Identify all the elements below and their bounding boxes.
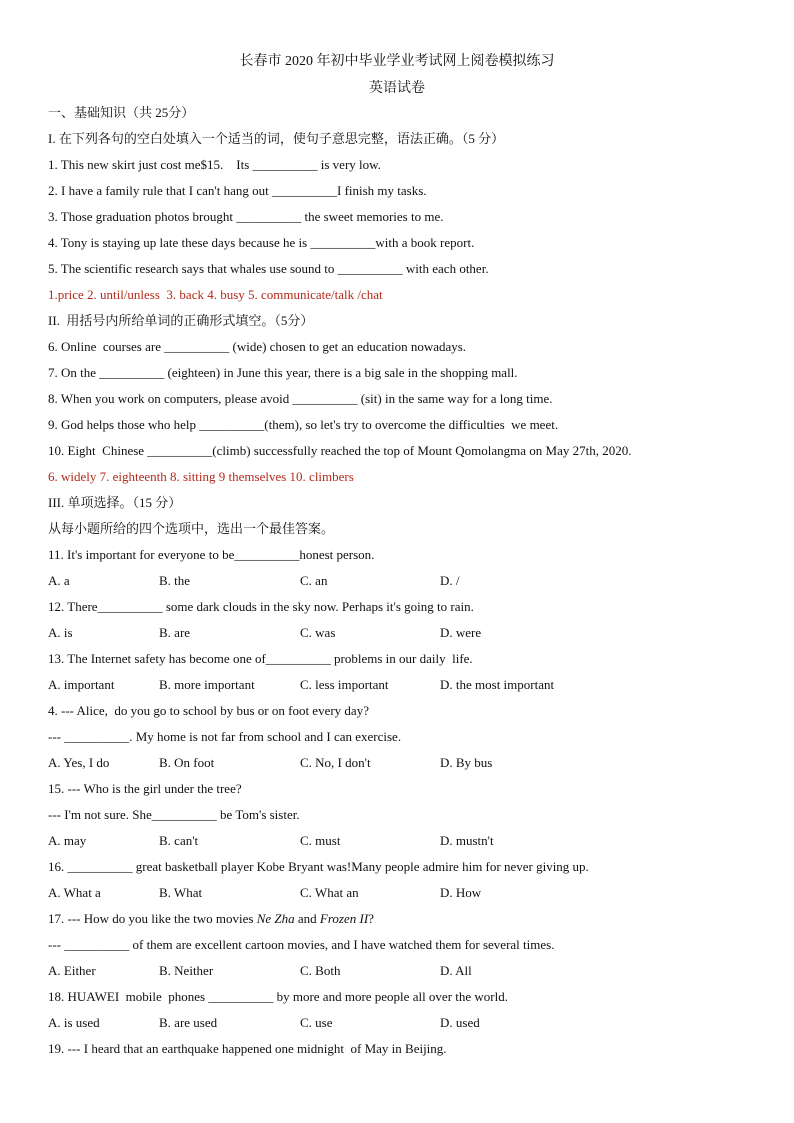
option-a: A. important [48,677,115,692]
option-a: A. may [48,833,87,848]
question-17-reply: --- __________ of them are excellent cartoon movies, and I have watched them for several times. [48,937,555,952]
question-6: 6. Online courses are __________ (wide) chosen to get an education nowadays. [48,339,467,354]
question-16: 16. __________ great basketball player Kobe Bryant was!Many people admire him for never giving up. [48,859,589,874]
question-17-text: and [294,911,320,926]
option-a: A. What a [48,885,101,900]
option-c: C. What an [300,885,359,900]
option-b: B. the [159,573,191,588]
option-c: C. No, I don't [300,755,371,770]
question-9: 9. God helps those who help __________(them), so let's try to overcome the difficulties we meet. [48,417,559,432]
option-d: D. / [440,573,460,588]
question-15-reply: --- I'm not sure. She__________ be Tom's sister. [48,807,300,822]
question-14: 4. --- Alice, do you go to school by bus or on foot every day? [48,703,369,718]
option-a: A. Yes, I do [48,755,110,770]
part2-answer-key: 6. widely 7. eighteenth 8. sitting 9 themselves 10. climbers [48,469,354,484]
option-c: C. an [300,573,328,588]
question-17-text: ? [368,911,374,926]
option-a: A. is used [48,1015,100,1030]
movie-title-1: Ne Zha [256,911,295,926]
question-7: 7. On the __________ (eighteen) in June this year, there is a big sale in the shopping mall. [48,365,518,380]
option-c: C. Both [300,963,341,978]
question-12: 12. There__________ some dark clouds in the sky now. Perhaps it's going to rain. [48,599,474,614]
question-10: 10. Eight Chinese __________(climb) successfully reached the top of Mount Qomolangma on May 27th, 2020. [48,443,632,458]
option-d: D. used [440,1015,480,1030]
option-b: B. Neither [159,963,214,978]
part3-heading: III. 单项选择。（15 分） [48,495,182,510]
question-1: 1. This new skirt just cost me$15. Its __________ is very low. [48,157,381,172]
option-a: A. a [48,573,70,588]
question-2: 2. I have a family rule that I can't hang out __________I finish my tasks. [48,183,427,198]
option-b: B. can't [159,833,199,848]
section-heading: 一、基础知识（共 25分） [48,105,195,120]
question-4: 4. Tony is staying up late these days because he is __________with a book report. [48,235,475,250]
question-8: 8. When you work on computers, please avoid __________ (sit) in the same way for a long time. [48,391,553,406]
question-13: 13. The Internet safety has become one of__________ problems in our daily life. [48,651,473,666]
option-b: B. more important [159,677,255,692]
option-b: B. are used [159,1015,218,1030]
part1-answer-key: 1.price 2. until/unless 3. back 4. busy 5. communicate/talk /chat [48,287,383,302]
question-19: 19. --- I heard that an earthquake happened one midnight of May in Beijing. [48,1041,447,1056]
option-c: C. use [300,1015,333,1030]
exam-subtitle: 英语试卷 [369,81,425,96]
option-d: D. the most important [440,677,555,692]
question-17-text: 17. --- How do you like the two movies [48,911,257,926]
part1-heading: I. 在下列各句的空白处填入一个适当的词，使句子意思完整，语法正确。（5 分） [48,131,505,146]
question-18: 18. HUAWEI mobile phones __________ by more and more people all over the world. [48,989,508,1004]
option-c: C. must [300,833,341,848]
option-d: D. By bus [440,755,493,770]
option-c: C. less important [300,677,389,692]
option-d: D. were [440,625,482,640]
part2-heading: II. 用括号内所给单词的正确形式填空。（5分） [48,313,314,328]
option-d: D. How [440,885,482,900]
option-b: B. are [159,625,191,640]
part3-instruction: 从每小题所给的四个选项中，选出一个最佳答案。 [48,521,335,536]
question-17 [48,911,374,927]
option-c: C. was [300,625,336,640]
option-d: D. mustn't [440,833,494,848]
question-5: 5. The scientific research says that whales use sound to __________ with each other. [48,261,489,276]
question-14-reply: --- __________. My home is not far from school and I can exercise. [48,729,402,744]
question-15: 15. --- Who is the girl under the tree? [48,781,242,796]
exam-title: 长春市 2020 年初中毕业学业考试网上阅卷模拟练习 [239,54,555,69]
option-b: B. On foot [159,755,215,770]
option-b: B. What [159,885,203,900]
option-a: A. is [48,625,73,640]
movie-title-2: Frozen II [319,911,369,926]
question-11: 11. It's important for everyone to be__________honest person. [48,547,375,562]
question-3: 3. Those graduation photos brought __________ the sweet memories to me. [48,209,444,224]
option-d: D. All [440,963,472,978]
option-a: A. Either [48,963,96,978]
